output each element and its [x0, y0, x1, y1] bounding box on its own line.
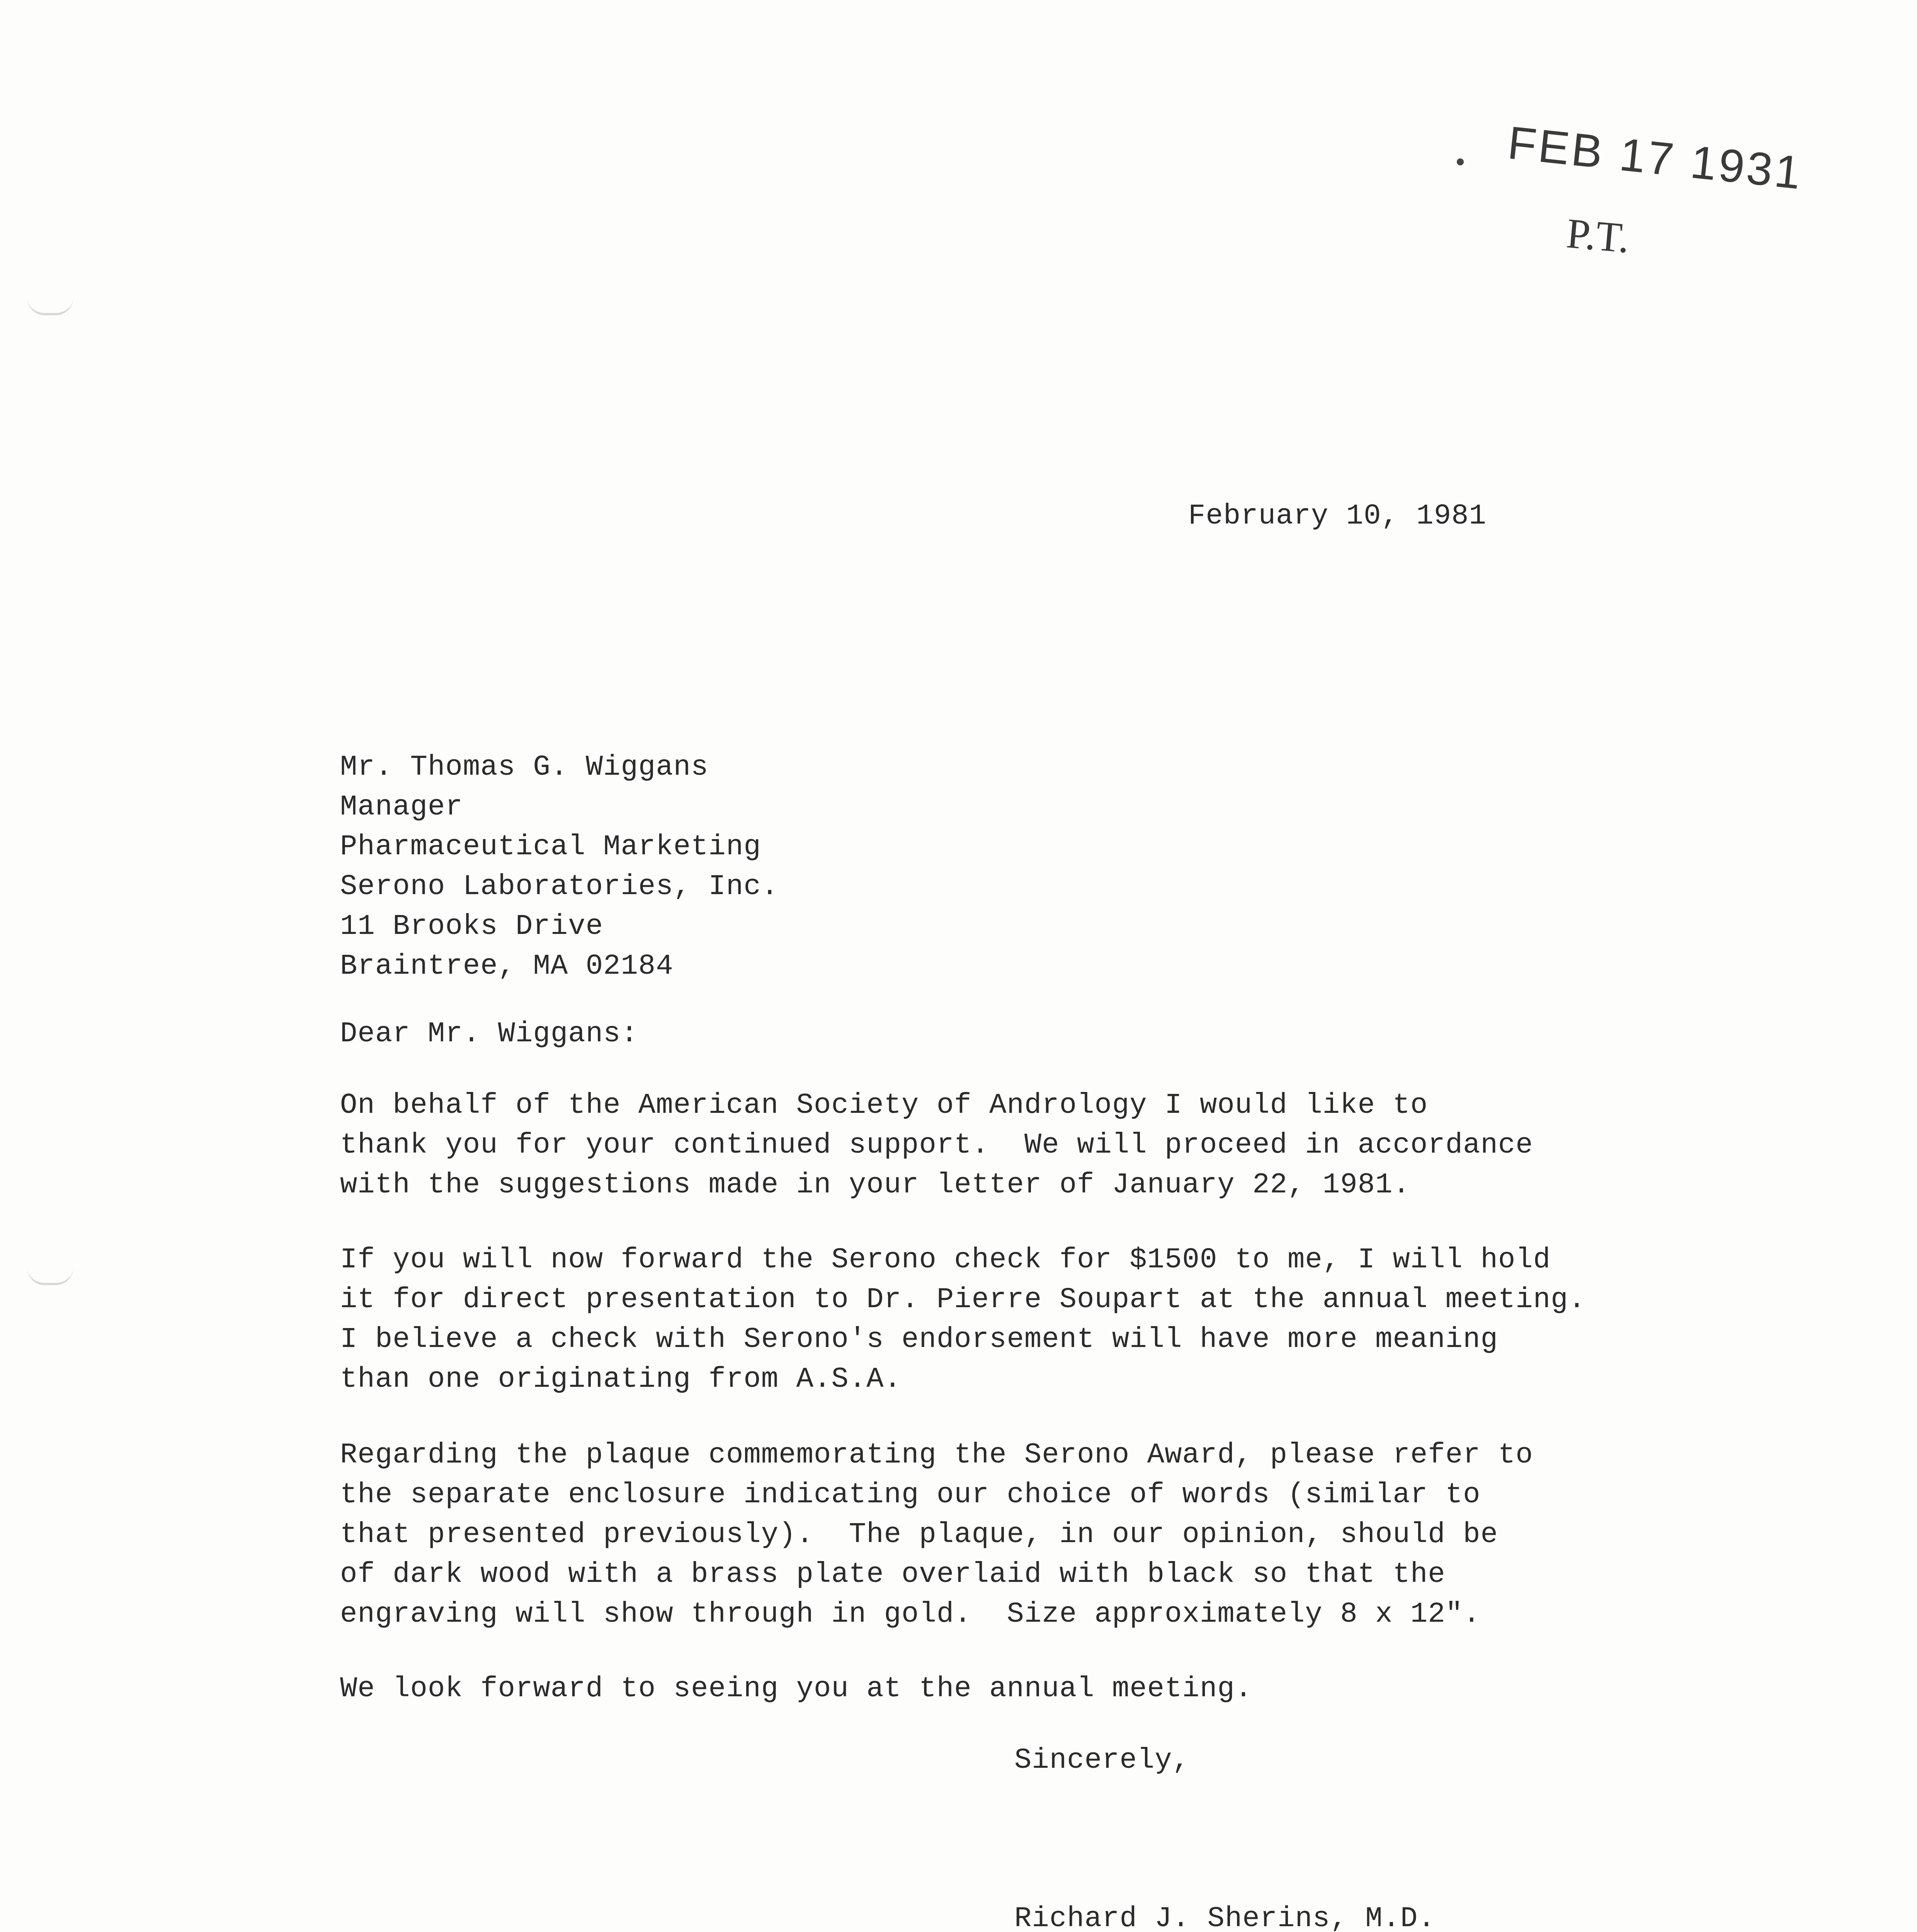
paragraph-2-line: If you will now forward the Serono check for $1500 to me, I will hold — [340, 1244, 1551, 1276]
closing: Sincerely, — [1014, 1744, 1190, 1777]
paragraph-3-line: the separate enclosure indicating our choice of words (similar to — [340, 1479, 1481, 1511]
paragraph-1-line: On behalf of the American Society of Andrology I would like to — [340, 1089, 1428, 1122]
paragraph-3-line: of dark wood with a brass plate overlaid with black so that the — [340, 1558, 1446, 1591]
recipient-title: Manager — [340, 791, 463, 823]
received-date-stamp: FEB 17 1931 — [1505, 116, 1806, 199]
recipient-street: 11 Brooks Drive — [340, 910, 604, 943]
paragraph-2-line: I believe a check with Serono's endorsement will have more meaning — [340, 1323, 1498, 1356]
paragraph-3-line: engraving will show through in gold. Size approximately 8 x 12". — [340, 1598, 1481, 1631]
recipient-name: Mr. Thomas G. Wiggans — [340, 751, 709, 784]
punch-hole-mark — [27, 298, 73, 315]
recipient-department: Pharmaceutical Marketing — [340, 831, 761, 863]
paragraph-1-line: thank you for your continued support. We will proceed in accordance — [340, 1129, 1533, 1162]
punch-hole-mark — [27, 1267, 73, 1285]
salutation: Dear Mr. Wiggans: — [340, 1018, 638, 1050]
recipient-company: Serono Laboratories, Inc. — [340, 871, 779, 903]
paragraph-2-line: than one originating from A.S.A. — [340, 1363, 902, 1396]
letter-date: February 10, 1981 — [1188, 500, 1487, 532]
paragraph-3-line: Regarding the plaque commemorating the Serono Award, please refer to — [340, 1439, 1533, 1471]
paragraph-1-line: with the suggestions made in your letter of January 22, 1981. — [340, 1169, 1410, 1201]
received-initials: P.T. — [1565, 209, 1632, 262]
paragraph-3-line: that presented previously). The plaque, in our opinion, should be — [340, 1519, 1498, 1551]
signatory-name: Richard J. Sherins, M.D. — [1014, 1903, 1436, 1932]
recipient-city: Braintree, MA 02184 — [340, 950, 674, 983]
paragraph-4: We look forward to seeing you at the annual meeting. — [340, 1673, 1253, 1705]
stamp-dot — [1457, 158, 1464, 165]
paragraph-2-line: it for direct presentation to Dr. Pierre Soupart at the annual meeting. — [340, 1284, 1586, 1316]
